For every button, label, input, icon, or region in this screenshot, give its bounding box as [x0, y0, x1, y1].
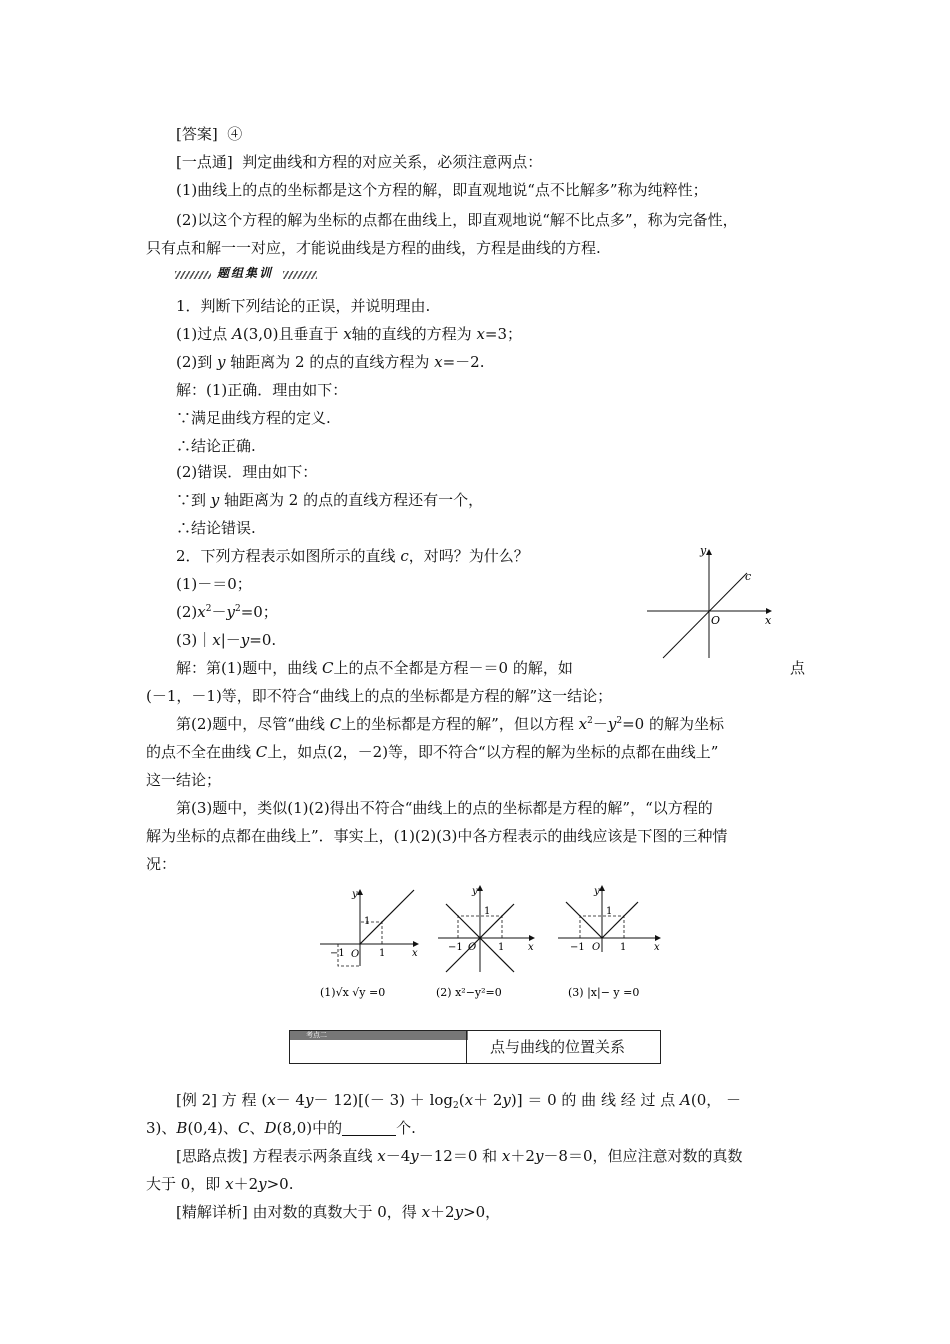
- graph-2-caption: (2) x²−y²=0: [436, 986, 502, 999]
- svg-text:1: 1: [379, 948, 386, 959]
- q1-solution-3: ∴结论正确.: [176, 437, 256, 455]
- tip-label: [一点通]: [176, 153, 233, 171]
- q2-reason-6: 第(3)题中，类似(1)(2)得出不符合“曲线上的点的坐标都是方程的解”，“以方程的: [176, 799, 713, 817]
- ex2-line-2: 3)、B(0,4)、C、D(8,0)中的 个.: [146, 1119, 416, 1137]
- tip-text: 判定曲线和方程的对应关系，必须注意两点：: [242, 153, 543, 171]
- svg-text:x: x: [654, 942, 660, 953]
- q2-reason-2: (－1，－1)等，即不符合“曲线上的点的坐标都是方程的解”这一结论；: [146, 687, 613, 705]
- q2-equation-2: $(2)x^2-y^2=0$；: [176, 603, 278, 621]
- q2-equation-3: (3)｜x|－y=0.: [176, 631, 277, 649]
- band-hatch-right: [283, 271, 317, 279]
- line-c-label: c: [745, 570, 752, 583]
- svg-text:−1: −1: [570, 942, 585, 953]
- ex2-hint-1: [思路点拨] 方程表示两条直线 x－4y－12＝0 和 x＋2y－8＝0，但应注意对数的真数: [176, 1147, 743, 1165]
- q1-solution-4: (2)错误．理由如下：: [176, 463, 318, 481]
- ex2-analysis: [精解详析] 由对数的真数大于 0，得 x＋2y>0，: [176, 1203, 501, 1221]
- graph-3: [552, 882, 667, 1002]
- ex2-hint-2: 大于 0，即 x＋2y>0.: [146, 1175, 294, 1193]
- section-box: [289, 1030, 661, 1064]
- q1-statement-1: (1)过点 A(3,0)且垂直于 x轴的直线的方程为 x=3；: [176, 325, 523, 343]
- answer-line: [176, 124, 242, 144]
- q1-solution-5: ∵到 y 轴距离为 2 的点的直线方程还有一个，: [176, 491, 484, 509]
- tip-line: [176, 152, 542, 172]
- x-axis-label: x: [765, 614, 772, 627]
- y-axis-label: y: [700, 544, 707, 557]
- q2-reason-1: 解：第(1)题中，曲线 C上的点不全都是方程－＝0 的解，如: [176, 659, 573, 677]
- q1-solution-1: 解：(1)正确．理由如下：: [176, 381, 348, 399]
- q2-reason-4: 的点不全在曲线 C上，如点(2，－2)等，即不符合“以方程的解为坐标的点都在曲线上”: [146, 743, 719, 761]
- svg-text:x: x: [528, 942, 534, 953]
- svg-text:y: y: [594, 886, 600, 897]
- graph-3-caption: (3) |x|− y =0: [568, 986, 640, 999]
- svg-text:1: 1: [498, 942, 505, 953]
- q2-reason-5: 这一结论；: [146, 771, 222, 789]
- svg-text:O: O: [592, 942, 601, 953]
- tip-point-2a: (2)以这个方程的解为坐标的点都在曲线上，即直观地说“解不比点多”，称为完备性，: [176, 211, 738, 229]
- band-hatch-left: [175, 271, 211, 279]
- answer-label: [答案]: [176, 125, 218, 143]
- q2-reason-7: 解为坐标的点都在曲线上”．事实上，(1)(2)(3)中各方程表示的曲线应该是下图的三种情: [146, 827, 728, 845]
- q1-statement-2: (2)到 y 轴距离为 2 的点的直线方程为 x=－2.: [176, 353, 485, 371]
- q2-stem: 2．下列方程表示如图所示的直线 c，对吗？为什么？: [176, 547, 529, 565]
- band-title: 题组集训: [217, 266, 274, 280]
- section-tag: 考点二: [290, 1031, 468, 1040]
- q1-solution-2: ∵满足曲线方程的定义.: [176, 409, 331, 427]
- graph-1: [318, 882, 428, 1002]
- section-divider: [466, 1031, 467, 1063]
- line-c-graph: [645, 540, 780, 662]
- answer-blank[interactable]: [342, 1121, 396, 1136]
- svg-text:x: x: [412, 948, 418, 959]
- section-band: [175, 268, 317, 282]
- svg-text:y: y: [352, 889, 358, 900]
- svg-text:−1: −1: [448, 942, 463, 953]
- q2-equation-1: (1)－＝0；: [176, 575, 252, 593]
- tip-point-1: (1)曲线上的点的坐标都是这个方程的解，即直观地说“点不比解多”称为纯粹性；: [176, 181, 708, 199]
- svg-text:1: 1: [484, 906, 491, 917]
- line-c: [663, 573, 747, 658]
- svg-text:1: 1: [364, 916, 371, 927]
- svg-text:O: O: [468, 942, 477, 953]
- svg-text:1: 1: [620, 942, 627, 953]
- graph-1-caption: (1)√x √y =0: [320, 986, 386, 999]
- q1-stem: 1．判断下列结论的正误，并说明理由.: [176, 297, 431, 315]
- q1-solution-6: ∴结论错误.: [176, 519, 256, 537]
- q2-reason-1-end: 点: [790, 659, 806, 677]
- svg-text:1: 1: [606, 906, 613, 917]
- tip-point-2b: 只有点和解一一对应，才能说曲线是方程的曲线，方程是曲线的方程.: [146, 239, 601, 257]
- q2-reason-3: 第(2)题中，尽管“曲线 C上的坐标都是方程的解”，但以方程 $x^2-y^2=0$ 的解为坐标: [176, 715, 724, 733]
- svg-text:y: y: [472, 886, 478, 897]
- origin-label: O: [711, 614, 721, 627]
- answer-value: ④: [227, 125, 243, 143]
- graph-2: [432, 882, 542, 1002]
- q2-reason-8: 况：: [146, 855, 177, 873]
- svg-text:−1: −1: [330, 948, 345, 959]
- ex2-line-1: [例 2] 方 程 $(x- 4y- 12)[(- 3) + \log_2(x+ 2y)] = 0$ 的 曲 线 经 过 点 A(0， －: [176, 1091, 742, 1111]
- svg-text:O: O: [351, 949, 360, 960]
- section-title: 点与曲线的位置关系: [490, 1038, 626, 1056]
